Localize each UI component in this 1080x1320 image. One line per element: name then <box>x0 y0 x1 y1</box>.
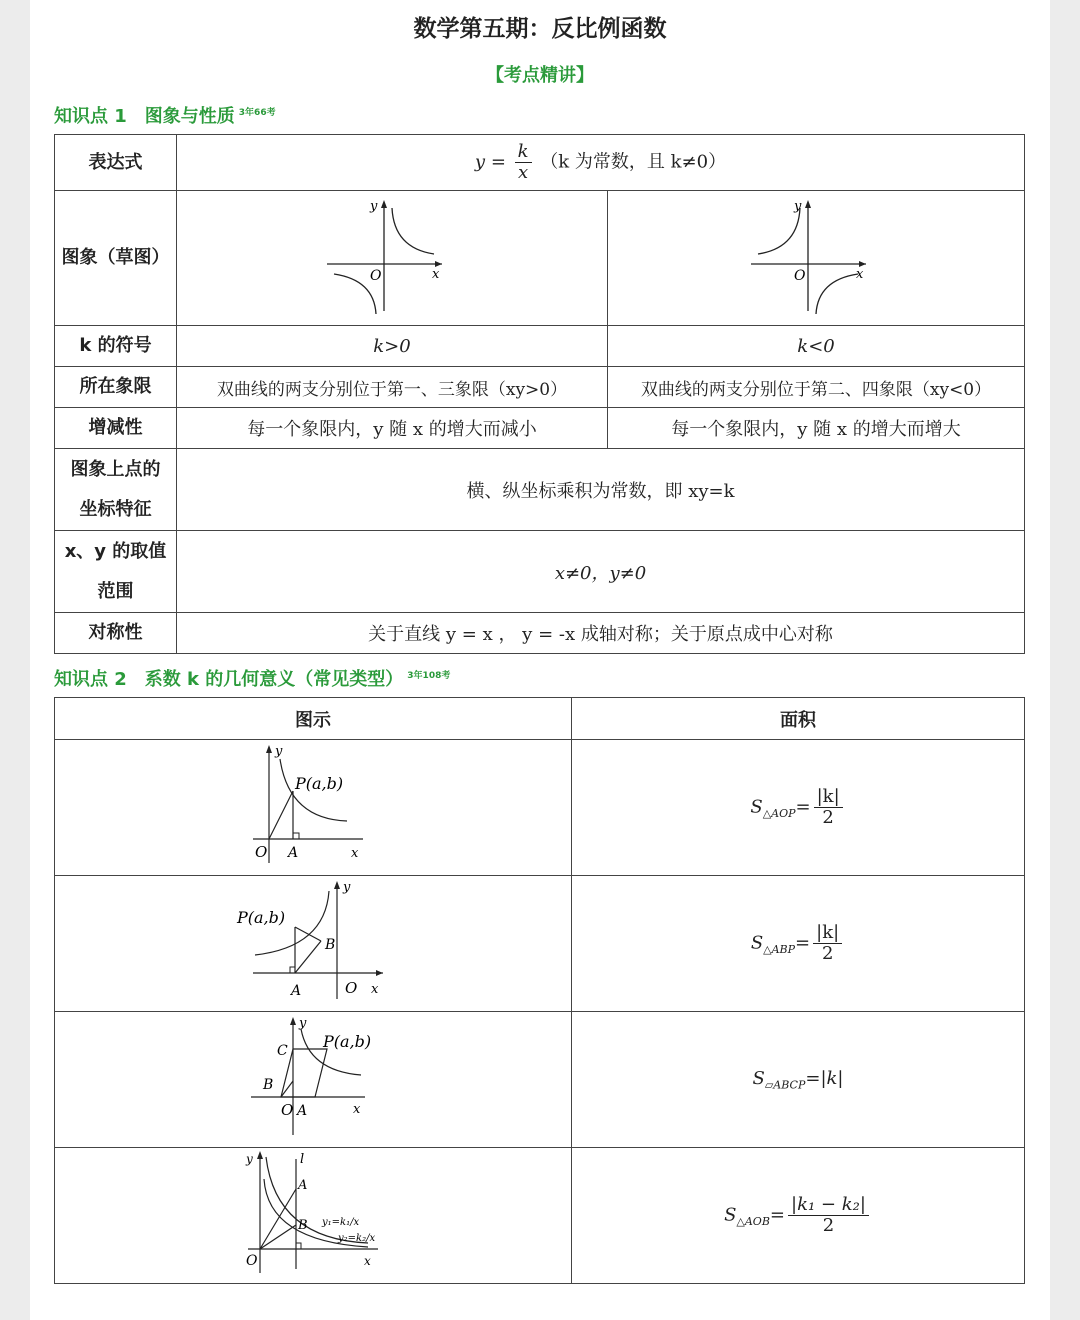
right-angle-mark <box>290 967 295 973</box>
area-cell-3 <box>572 1012 1025 1148</box>
fig4-y2-label: y₂=k₂/x <box>338 1233 376 1244</box>
graph1-origin-label: O <box>370 267 382 284</box>
monotonic-positive: 每一个象限内，y 随 x 的增大而减小 <box>177 408 608 449</box>
section2-badge: 3年108考 <box>407 671 451 681</box>
fig3-y-label: y <box>299 1016 307 1031</box>
fig4-o-label: O <box>246 1253 258 1269</box>
geometry-header-row <box>55 698 1025 740</box>
fig4-y-label: y <box>246 1152 253 1166</box>
row-symmetry <box>55 613 1025 654</box>
area-cell-4 <box>572 1148 1025 1284</box>
expression-numerator: k <box>515 142 532 163</box>
row-range <box>55 531 1025 613</box>
page-title: 数学第五期：反比例函数 <box>413 16 667 42</box>
k-geometry-table <box>54 697 1025 1284</box>
area3-eq: = <box>805 1067 821 1089</box>
fig4-l-label: l <box>300 1152 305 1167</box>
expression-denominator: x <box>518 162 529 183</box>
section1-badge: 3年66考 <box>238 108 276 118</box>
section2-heading-text: 知识点 2 系数 k 的几何意义（常见类型） <box>54 669 404 690</box>
graph1-y-label: y <box>370 198 378 214</box>
properties-table <box>54 134 1025 654</box>
sign-positive: k>0 <box>177 326 608 367</box>
graph2-origin-label: O <box>794 267 806 284</box>
figure-cell-1 <box>55 740 572 876</box>
row-quadrant <box>55 367 1025 408</box>
figure-triangle-aob <box>238 1149 388 1277</box>
graph2-x-label: x <box>856 266 864 282</box>
range-value: x≠0，y≠0 <box>177 531 1025 613</box>
expression-note: （k 为常数，且 k≠0） <box>540 151 727 173</box>
header-figure: 图示 <box>55 698 572 740</box>
fig2-a-label: A <box>291 983 302 999</box>
geometry-row-4 <box>55 1148 1025 1284</box>
fig2-y-label: y <box>343 880 351 895</box>
graph1-x-label: x <box>432 266 440 282</box>
fig3-a-label: A <box>297 1103 308 1119</box>
area2-num: |k| <box>813 923 842 944</box>
label-quadrant: 所在象限 <box>55 367 177 408</box>
label-range <box>55 531 177 613</box>
sign-negative: k<0 <box>608 326 1025 367</box>
fig1-a-label: A <box>288 845 299 861</box>
area2-eq: = <box>795 932 811 954</box>
area2-s: S <box>750 932 764 954</box>
label-range-line1: x、y 的取值 <box>64 540 167 562</box>
fig2-b-label: B <box>325 937 336 953</box>
area1-num: |k| <box>814 787 843 808</box>
label-range-line2: 范围 <box>97 580 134 602</box>
fig4-a-label: A <box>298 1178 308 1193</box>
figure-triangle-aop <box>243 741 383 869</box>
symmetry-value: 关于直线 y = x ， y = -x 成轴对称；关于原点成中心对称 <box>177 613 1025 654</box>
right-angle-mark <box>293 833 299 839</box>
figure-parallelogram-abcp <box>243 1013 383 1141</box>
graph-negative-cell <box>608 191 1025 326</box>
page-subtitle: 【考点精讲】 <box>486 65 594 86</box>
monotonic-negative: 每一个象限内，y 随 x 的增大而增大 <box>608 408 1025 449</box>
graph-k-negative <box>746 196 886 316</box>
area4-sub: △AOB <box>736 1215 770 1229</box>
y-axis-arrow <box>266 745 272 753</box>
row-monotonic <box>55 408 1025 449</box>
area4-fraction <box>788 1195 869 1236</box>
area-cell-2 <box>572 876 1025 1012</box>
label-coordinate <box>55 449 177 531</box>
fig1-p-label: P(a,b) <box>295 774 344 793</box>
label-graph: 图象（草图） <box>55 191 177 326</box>
fig1-o-label: O <box>255 843 268 861</box>
area4-num: |k₁ − k₂| <box>788 1195 869 1216</box>
label-sign: k 的符号 <box>55 326 177 367</box>
area2-fraction <box>813 923 842 964</box>
segment-ab <box>295 941 321 973</box>
section1-heading <box>54 102 276 128</box>
quadrant-positive: 双曲线的两支分别位于第一、三象限（xy>0） <box>177 367 608 408</box>
fig4-x-label: x <box>364 1254 371 1268</box>
geometry-row-3 <box>55 1012 1025 1148</box>
segment-op <box>269 791 293 839</box>
row-expression <box>55 135 1025 191</box>
segment-ob <box>260 1225 296 1249</box>
fig3-o-label: O <box>281 1101 294 1119</box>
curve-branch-q4 <box>816 274 858 314</box>
row-sign <box>55 326 1025 367</box>
header-area: 面积 <box>572 698 1025 740</box>
area2-den: 2 <box>821 943 834 964</box>
y-axis-arrow <box>290 1017 296 1025</box>
graph-positive-cell <box>177 191 608 326</box>
segment-pb <box>295 927 321 941</box>
y-axis-arrow <box>381 200 387 208</box>
fig1-x-label: x <box>351 846 359 861</box>
area3-value: |k| <box>820 1067 844 1089</box>
fig4-y1-label: y₁=k₁/x <box>322 1217 360 1228</box>
curve-branch-q2 <box>758 208 800 254</box>
graph2-y-label: y <box>794 198 802 214</box>
row-coordinate <box>55 449 1025 531</box>
area-cell-1 <box>572 740 1025 876</box>
figure-cell-2 <box>55 876 572 1012</box>
section2-heading <box>54 665 450 691</box>
area2-sub: △ABP <box>763 943 796 957</box>
y-axis-arrow <box>805 200 811 208</box>
expression-cell <box>177 135 1025 191</box>
curve-branch-q1 <box>392 208 434 254</box>
fig3-x-label: x <box>353 1102 361 1117</box>
fig3-b-label: B <box>263 1077 274 1093</box>
figure-cell-3 <box>55 1012 572 1148</box>
label-monotonic: 增减性 <box>55 408 177 449</box>
figure-cell-4 <box>55 1148 572 1284</box>
area4-s: S <box>724 1204 737 1226</box>
area1-fraction <box>814 787 843 828</box>
y-axis-arrow <box>334 881 340 889</box>
area3-s: S <box>752 1067 765 1089</box>
fig2-x-label: x <box>371 982 379 997</box>
geometry-row-1 <box>55 740 1025 876</box>
figure-triangle-abp <box>233 877 393 1005</box>
label-coordinate-line2: 坐标特征 <box>79 498 152 520</box>
hyperbola-y1 <box>266 1157 368 1243</box>
section1-heading-text: 知识点 1 图象与性质 <box>54 106 235 127</box>
area1-eq: = <box>795 796 811 818</box>
label-symmetry: 对称性 <box>55 613 177 654</box>
quadrant-negative: 双曲线的两支分别位于第二、四象限（xy<0） <box>608 367 1025 408</box>
area3-sub: ▱ABCP <box>764 1078 806 1092</box>
coordinate-value: 横、纵坐标乘积为常数，即 xy=k <box>177 449 1025 531</box>
x-axis-arrow <box>376 970 383 976</box>
graph-k-positive <box>322 196 462 316</box>
fig4-b-label: B <box>298 1218 308 1233</box>
label-coordinate-line1: 图象上点的 <box>70 458 161 480</box>
area1-den: 2 <box>822 807 834 828</box>
row-graph <box>55 191 1025 326</box>
parallelogram <box>281 1049 327 1097</box>
right-angle-mark <box>296 1243 301 1249</box>
expression-lhs: y = <box>474 151 506 173</box>
fig1-y-label: y <box>275 744 283 759</box>
expression-fraction <box>515 142 532 183</box>
area4-den: 2 <box>822 1215 835 1236</box>
fig3-p-label: P(a,b) <box>323 1032 372 1051</box>
area4-eq: = <box>769 1204 786 1226</box>
area1-sub: △AOP <box>762 807 796 821</box>
area1-s: S <box>750 796 763 818</box>
y-axis-arrow <box>257 1151 263 1159</box>
label-expression: 表达式 <box>55 135 177 191</box>
fig2-o-label: O <box>345 979 358 997</box>
fig3-c-label: C <box>277 1043 288 1059</box>
fig2-p-label: P(a,b) <box>237 908 286 927</box>
geometry-row-2 <box>55 876 1025 1012</box>
